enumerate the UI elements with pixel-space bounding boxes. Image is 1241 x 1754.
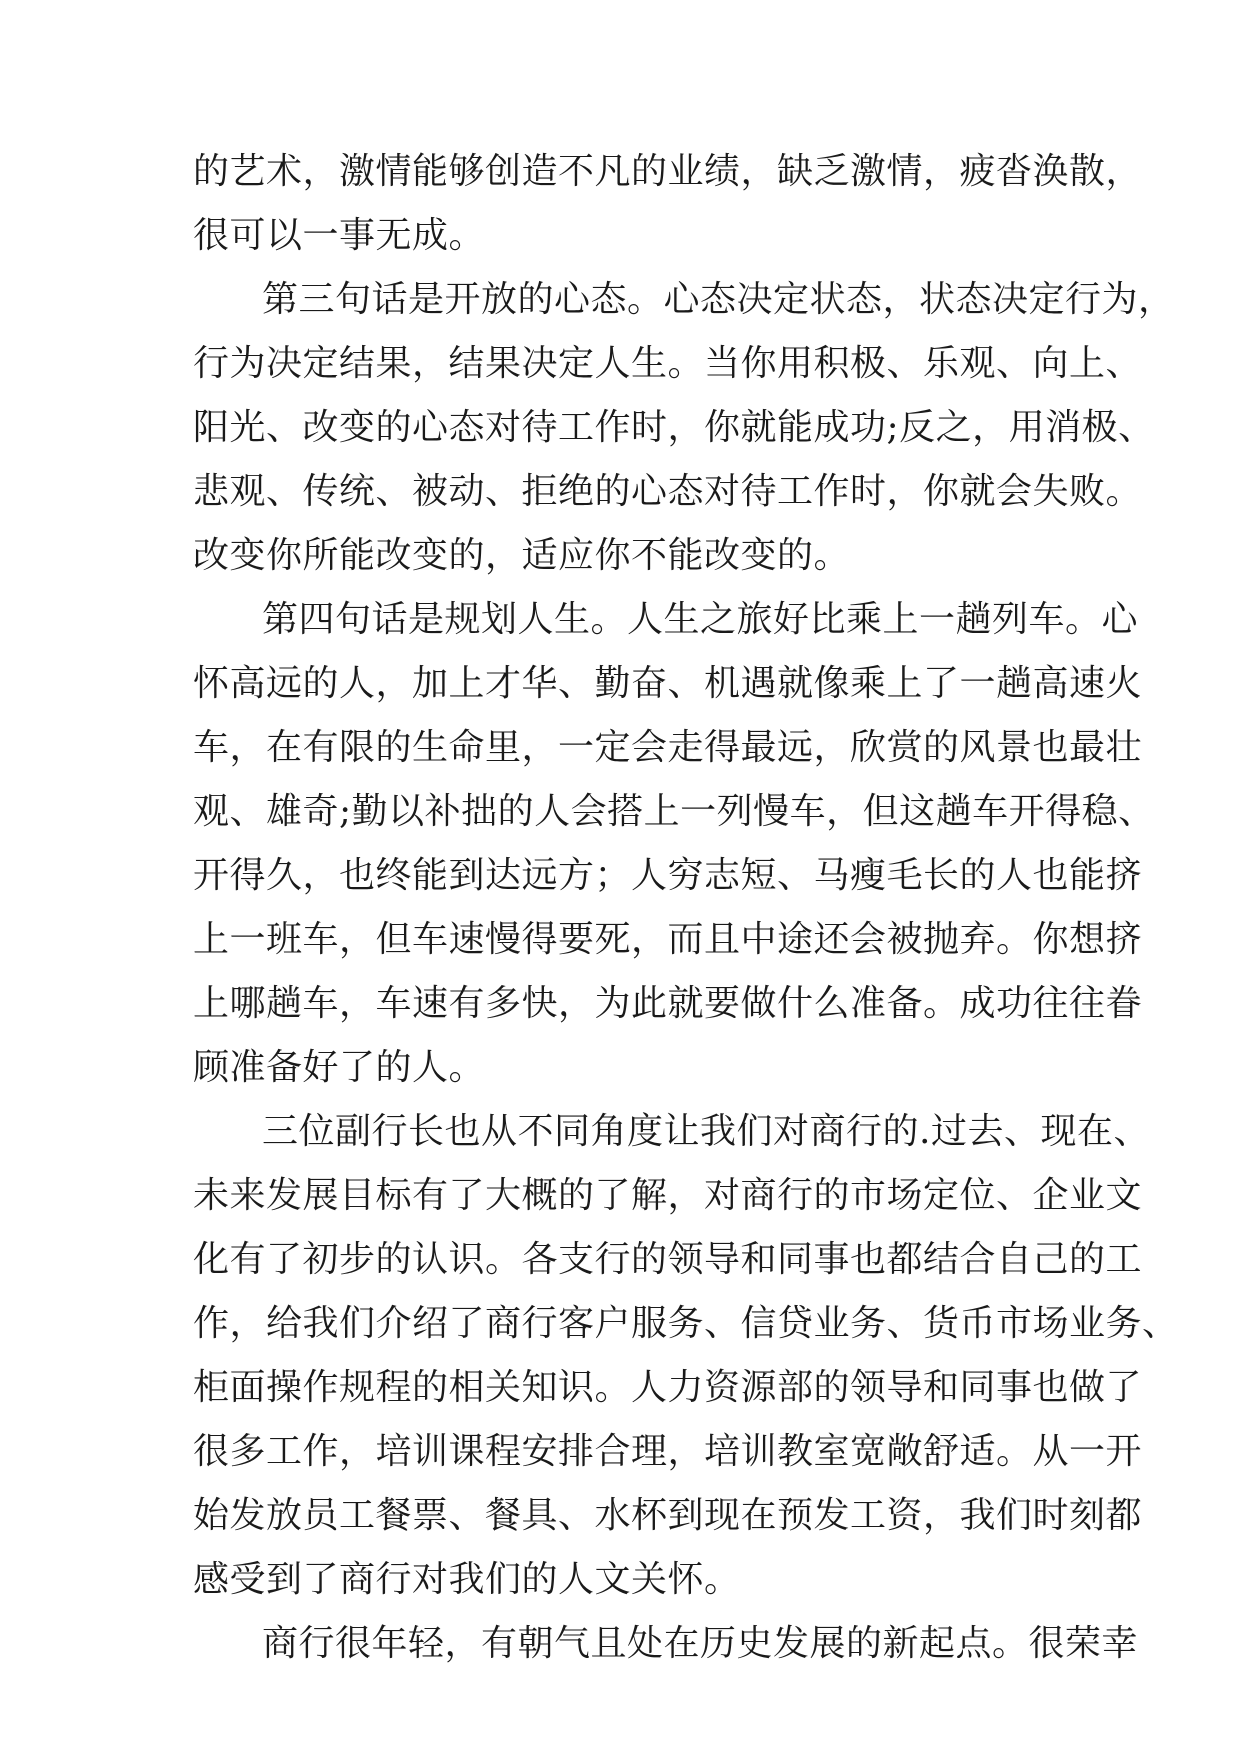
text-line: 作，给我们介绍了商行客户服务、信贷业务、货币市场业务、 [193, 1303, 1179, 1344]
paragraph-start-line: 三位副行长也从不同角度让我们对商行的.过去、现在、 [262, 1111, 1150, 1152]
text-line: 改变你所能改变的，适应你不能改变的。 [193, 535, 851, 576]
paragraph-start-line: 第三句话是开放的心态。心态决定状态，状态决定行为， [262, 279, 1175, 320]
text-line: 车，在有限的生命里，一定会走得最远，欣赏的风景也最壮 [193, 727, 1143, 768]
text-line: 很多工作，培训课程安排合理，培训教室宽敞舒适。从一开 [193, 1431, 1143, 1472]
text-line: 感受到了商行对我们的人文关怀。 [193, 1559, 741, 1600]
text-line: 始发放员工餐票、餐具、水杯到现在预发工资，我们时刻都 [193, 1495, 1143, 1536]
text-line: 行为决定结果，结果决定人生。当你用积极、乐观、向上、 [193, 343, 1143, 384]
text-line: 怀高远的人，加上才华、勤奋、机遇就像乘上了一趟高速火 [193, 663, 1143, 704]
paragraph-start-line: 商行很年轻，有朝气且处在历史发展的新起点。很荣幸 [262, 1623, 1139, 1664]
text-line: 上哪趟车，车速有多快，为此就要做什么准备。成功往往眷 [193, 983, 1143, 1024]
text-line: 开得久，也终能到达远方；人穷志短、马瘦毛长的人也能挤 [193, 855, 1143, 896]
text-line: 上一班车，但车速慢得要死，而且中途还会被抛弃。你想挤 [193, 919, 1143, 960]
text-line: 很可以一事无成。 [193, 215, 486, 256]
text-line: 顾准备好了的人。 [193, 1047, 486, 1088]
paragraph-start-line: 第四句话是规划人生。人生之旅好比乘上一趟列车。心 [262, 599, 1139, 640]
text-line: 柜面操作规程的相关知识。人力资源部的领导和同事也做了 [193, 1367, 1143, 1408]
text-line: 阳光、改变的心态对待工作时，你就能成功;反之，用消极、 [193, 407, 1155, 448]
text-line: 观、雄奇;勤以补拙的人会搭上一列慢车，但这趟车开得稳、 [193, 791, 1155, 832]
text-line: 未来发展目标有了大概的了解，对商行的市场定位、企业文 [193, 1175, 1143, 1216]
text-line: 的艺术，激情能够创造不凡的业绩，缺乏激情，疲沓涣散， [193, 151, 1143, 192]
text-line: 化有了初步的认识。各支行的领导和同事也都结合自己的工 [193, 1239, 1143, 1280]
text-line: 悲观、传统、被动、拒绝的心态对待工作时，你就会失败。 [193, 471, 1143, 512]
